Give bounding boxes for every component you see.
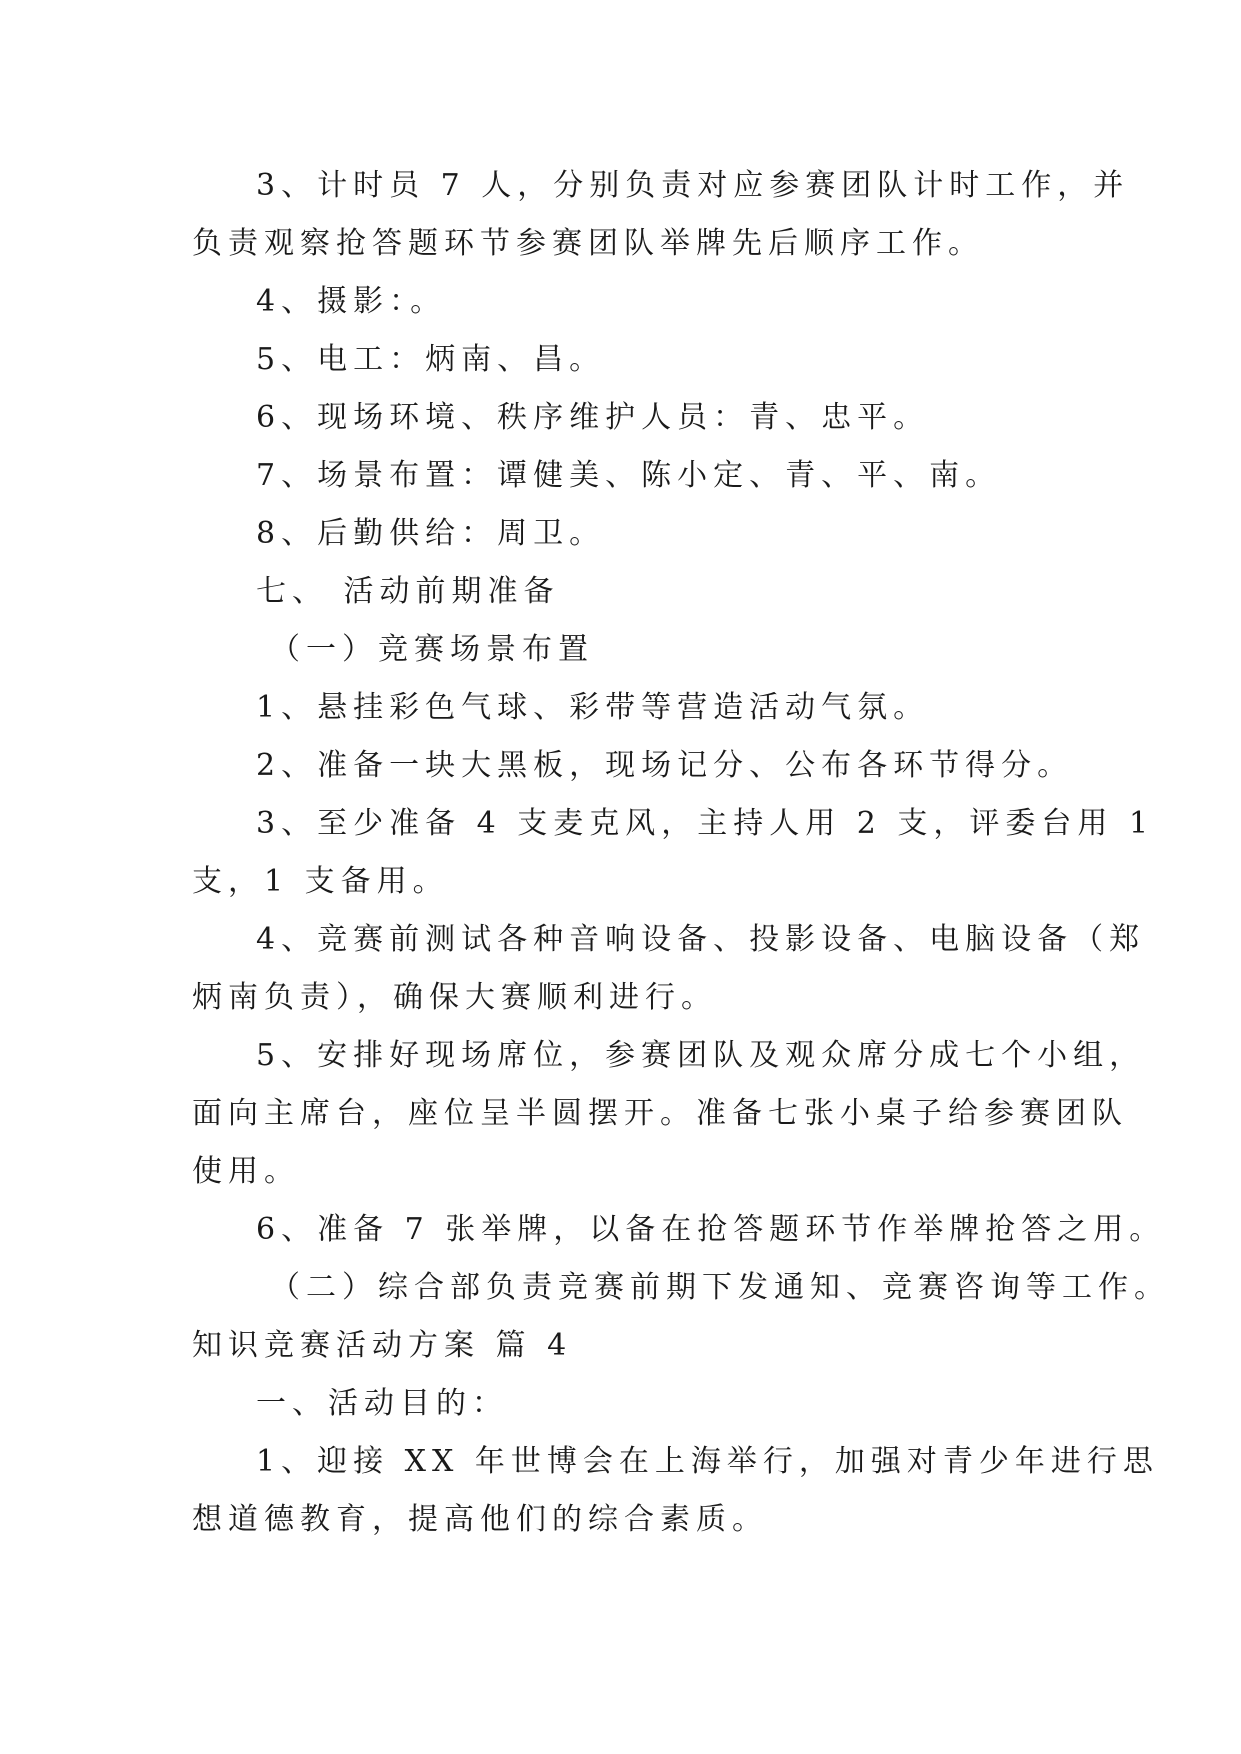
paragraph-line: 6、准备 7 张举牌，以备在抢答题环节作举牌抢答之用。 (256, 1212, 1166, 1247)
paragraph-line: 使用。 (192, 1154, 300, 1189)
section-heading: 七、 活动前期准备 (256, 574, 560, 609)
paragraph-line: 支，1 支备用。 (192, 864, 449, 899)
paragraph-line: 想道德教育，提高他们的综合素质。 (192, 1502, 768, 1537)
paragraph-line: 2、准备一块大黑板，现场记分、公布各环节得分。 (256, 748, 1074, 783)
subsection-heading: （一）竞赛场景布置 (270, 632, 594, 667)
paragraph-line: 4、竞赛前测试各种音响设备、投影设备、电脑设备（郑 (256, 922, 1146, 957)
paragraph-line: 3、至少准备 4 支麦克风，主持人用 2 支，评委台用 1 (256, 806, 1155, 841)
paragraph-line: 炳南负责），确保大赛顺利进行。 (192, 980, 717, 1015)
paragraph-line: 1、迎接 XX 年世博会在上海举行，加强对青少年进行思 (256, 1444, 1159, 1479)
paragraph-line: 5、安排好现场席位，参赛团队及观众席分成七个小组， (256, 1038, 1146, 1073)
paragraph-line: 7、场景布置：谭健美、陈小定、青、平、南。 (256, 458, 1002, 493)
paragraph-line: （二）综合部负责竞赛前期下发通知、竞赛咨询等工作。 (270, 1270, 1170, 1305)
paragraph-line: 1、悬挂彩色气球、彩带等营造活动气氛。 (256, 690, 930, 725)
paragraph-line: 4、摄影：。 (256, 284, 447, 319)
paragraph-line: 5、电工：炳南、昌。 (256, 342, 606, 377)
paragraph-line: 6、现场环境、秩序维护人员：青、忠平。 (256, 400, 930, 435)
paragraph-line: 面向主席台，座位呈半圆摆开。准备七张小桌子给参赛团队 (192, 1096, 1128, 1131)
section-heading: 一、活动目的： (256, 1386, 508, 1421)
paragraph-line: 8、后勤供给：周卫。 (256, 516, 606, 551)
article-heading: 知识竞赛活动方案 篇 4 (192, 1328, 573, 1363)
paragraph-line: 3、计时员 7 人，分别负责对应参赛团队计时工作，并 (256, 168, 1130, 203)
paragraph-line: 负责观察抢答题环节参赛团队举牌先后顺序工作。 (192, 226, 984, 261)
